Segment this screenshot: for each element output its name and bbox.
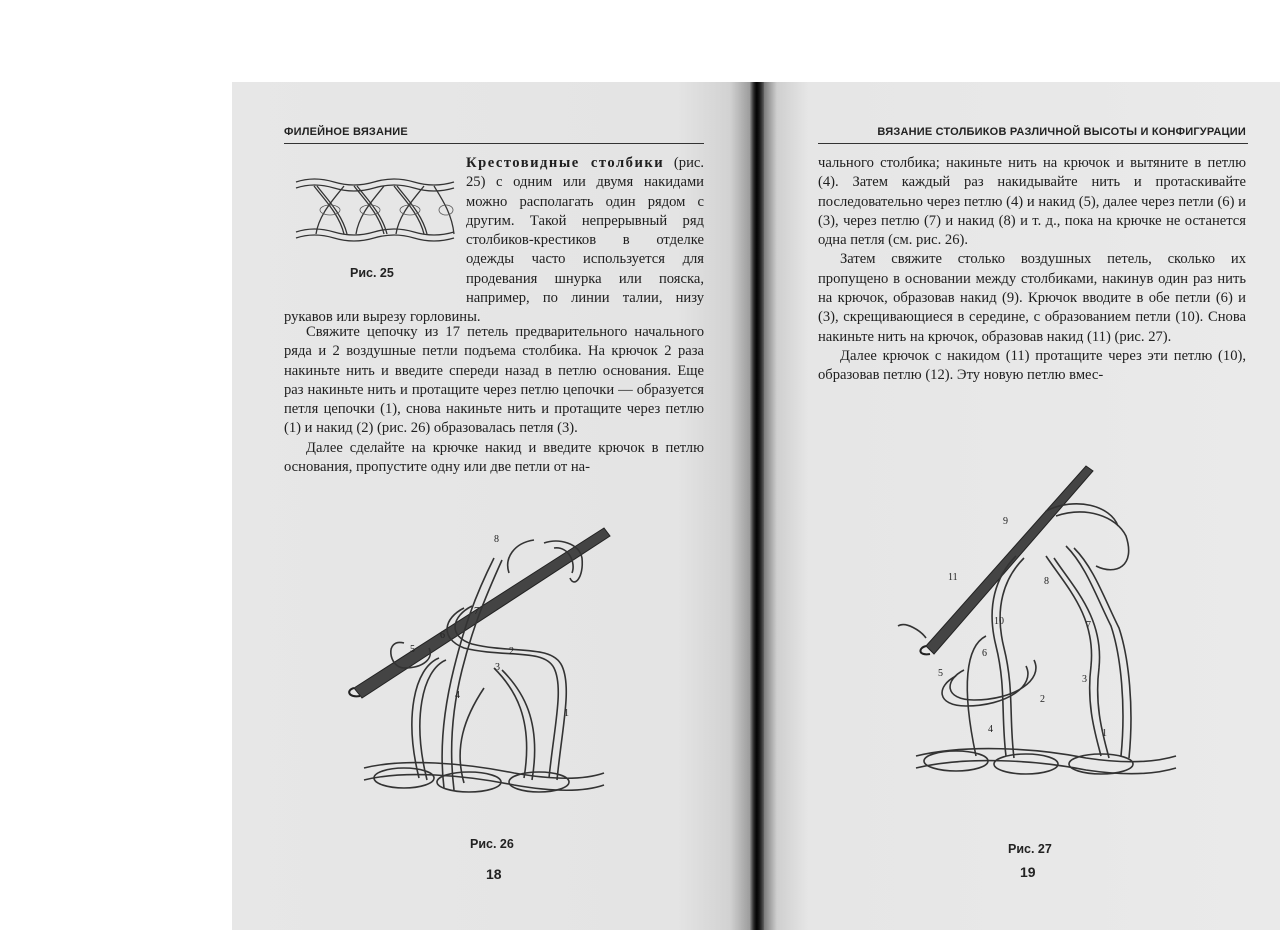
- fig27-label-9: 9: [1003, 516, 1008, 527]
- fig27-label-10: 10: [994, 616, 1004, 627]
- fig27-label-11: 11: [948, 572, 958, 583]
- fig26-label-2: 2: [509, 646, 514, 657]
- fig27-label-2: 2: [1040, 694, 1045, 705]
- right-paragraph-3: Далее крючок с накидом (11) протащите через эти петлю (10), образовав петлю (12). Эту новую петлю вмес-: [818, 347, 1246, 384]
- right-page-number: 19: [1020, 864, 1036, 880]
- right-paragraph-2: Затем свяжите столько воздушных петель, сколько их пропущено в основании между столбиками, накинув один раз нить на крючок, образовав накид (9). Крючок вводите в обе петли (6) и (3), скрещивающиеся в середине, с образованием петли (10). Снова накиньте нить на крючок, образовав накид (11) (рис. 27).: [818, 251, 1246, 345]
- fig26-label-7: 7: [474, 606, 479, 617]
- fig27-label-3: 3: [1082, 674, 1087, 685]
- fig27-label-4: 4: [988, 724, 993, 735]
- figure-26-crochet-diagram: [344, 518, 644, 818]
- fig26-label-8: 8: [494, 534, 499, 545]
- fig26-label-6: 6: [440, 630, 445, 641]
- fig26-label-5: 5: [410, 644, 415, 655]
- left-paragraph-2: Далее сделайте на крючке накид и введите крючок в петлю основания, пропустите одну или две петли от на-: [284, 439, 704, 476]
- left-paragraph-1: Свяжите цепочку из 17 петель предварительного начального ряда и 2 воздушные петли подъема столбика. На крючок 2 раза накиньте нить и введите спереди назад в петлю основания. Еще раз накиньте нить и протащите через петлю цепочки — образуется петля цепочки (1), снова накиньте нить и протащите через петлю (1) и накид (2) (рис. 26) образовалась петля (3).: [284, 324, 704, 437]
- figure-25-caption: Рис. 25: [350, 266, 394, 280]
- fig27-label-7: 7: [1086, 620, 1091, 631]
- intro-heading: Крестовидные столбики: [466, 155, 665, 171]
- right-paragraph-1: чального столбика; накиньте нить на крючок и вытяните в петлю (4). Затем каждый раз накидывайте нить и протаскивайте последовательно через петлю (4) и накид (5), далее через петли (6) и (3), через петлю (7) и накид (8) и т. д., пока на крючке не останется одна петля (см. рис. 26).: [818, 155, 1246, 249]
- right-page: [756, 82, 1280, 930]
- fig27-label-1: 1: [1102, 728, 1107, 739]
- fig27-label-8: 8: [1044, 576, 1049, 587]
- figure-26-caption: Рис. 26: [470, 837, 514, 851]
- book-spread-scan: [232, 82, 1280, 930]
- left-body-text: [284, 323, 704, 477]
- book-spine-shadow: [750, 82, 764, 930]
- left-page-number: 18: [486, 866, 502, 882]
- left-running-head: ФИЛЕЙНОЕ ВЯЗАНИЕ: [284, 126, 408, 138]
- fig26-label-4: 4: [455, 690, 460, 701]
- left-header-rule: [284, 143, 704, 144]
- fig26-label-3: 3: [495, 662, 500, 673]
- fig26-label-1: 1: [564, 708, 569, 719]
- left-page: [232, 82, 756, 930]
- intro-paragraph: [284, 154, 704, 328]
- right-running-head: ВЯЗАНИЕ СТОЛБИКОВ РАЗЛИЧНОЙ ВЫСОТЫ И КОНФИГУРАЦИИ: [877, 126, 1246, 138]
- fig27-label-5: 5: [938, 668, 943, 679]
- intro-text: (рис. 25) с одним или двумя накидами можно располагать один рядом с другим. Такой непрерывный ряд столбиков-крестиков в отделке одежды часто используется для продевания шнурка или пояска, например, по линии талии, низу рукавов или вырезу горловины.: [284, 155, 704, 326]
- fig27-label-6: 6: [982, 648, 987, 659]
- right-body-text: [818, 154, 1246, 386]
- right-header-rule: [818, 143, 1248, 144]
- figure-27-crochet-diagram: [896, 456, 1226, 786]
- figure-27-caption: Рис. 27: [1008, 842, 1052, 856]
